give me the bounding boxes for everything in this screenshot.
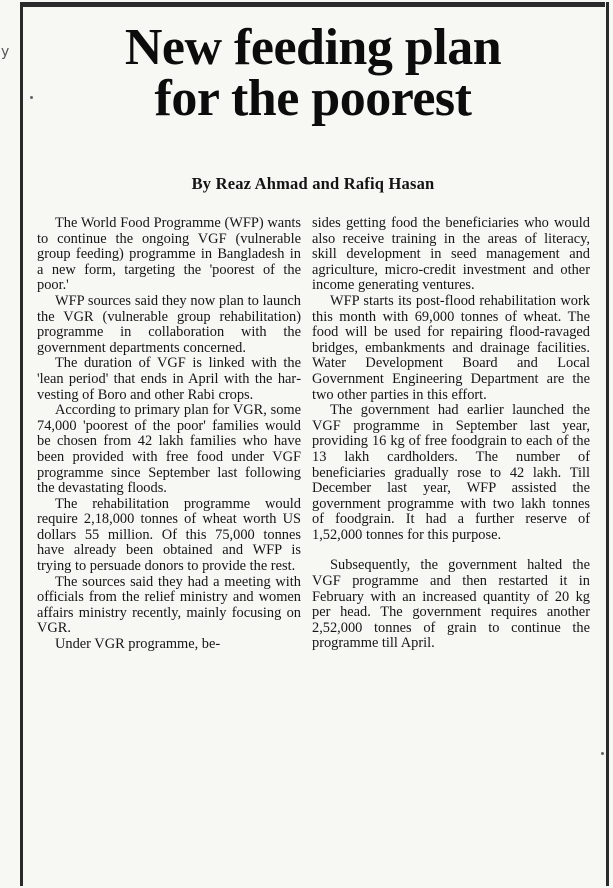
scan-speck — [601, 752, 604, 755]
article-column-right — [312, 216, 590, 652]
paragraph: The duration of VGF is linked with the 'lean period' that ends in April with the harvesting of Boro and other Rabi crops. — [37, 355, 301, 403]
paragraph: WFP starts its post-flood rehabilitation work this month with 69,000 tonnes of wheat. The food will be used for repairing flood-ravaged bridges, embankments and drainage facilities. Water Development Board and Local Government Engineering Department are the two other parties in this effort. — [312, 292, 590, 403]
page-frame-right-rule — [606, 2, 609, 886]
headline-line: New feeding plan — [124, 19, 502, 76]
paragraph: The sources said they had a meeting with officials from the relief ministry and women affairs ministry recently, mainly focusing on VGR. — [37, 573, 301, 637]
paragraph: According to primary plan for VGR, some 74,000 'poorest of the poor' families would be chosen from 42 lakh families who have been provided with free food under VGF programme since September last following the devastating floods. — [37, 402, 301, 497]
paragraph: WFP sources said they now plan to launch the VGR (vulnerable group rehabilitation) programme in collaboration with the government departments concerned. — [37, 292, 301, 356]
paragraph: The rehabilitation programme would require 2,18,000 tonnes of wheat worth US dollars 55 million. Of this 75,000 tonnes have already been obtained and WFP is trying to persuade donors to provide the rest. — [37, 495, 301, 575]
margin-mark: y — [1, 44, 10, 60]
paragraph: Subsequently, the government halted the VGF programme and then restarted it in February with an increased quantity of 20 kg per head. The government requires another 2,52,000 tonnes of grain to continue the programme till April. — [312, 557, 590, 652]
page-frame-top-rule — [20, 2, 605, 7]
paragraph: The World Food Programme (WFP) wants to continue the ongoing VGF (vulnerable group feeding) programme in Bangladesh in a new form, targeting the 'poorest of the poor.' — [37, 215, 301, 294]
byline: By Reaz Ahmad and Rafiq Hasan — [191, 174, 435, 193]
article-column-left — [37, 216, 301, 653]
headline — [24, 19, 602, 127]
headline-line: for the poorest — [154, 70, 472, 127]
paragraph: The government had earlier launched the VGF programme in September last year, providing 16 kg of free foodgrain to each of the 13 lakh cardholders. The number of beneficiaries gradually rose to 42 lakh. Till December last year, WFP assisted the government programme with two lakh tonnes of foodgrain. It had a further reserve of 1,52,000 tonnes for this purpose. — [312, 402, 590, 543]
paragraph-continued: sides getting food the beneficiaries who would also receive training in the areas of literacy, skill development in seed management and agriculture, micro-credit investment and other income generating ventures. — [312, 215, 590, 294]
paragraph: Under VGR programme, be- — [55, 636, 221, 653]
page-frame-left-rule — [20, 2, 23, 886]
